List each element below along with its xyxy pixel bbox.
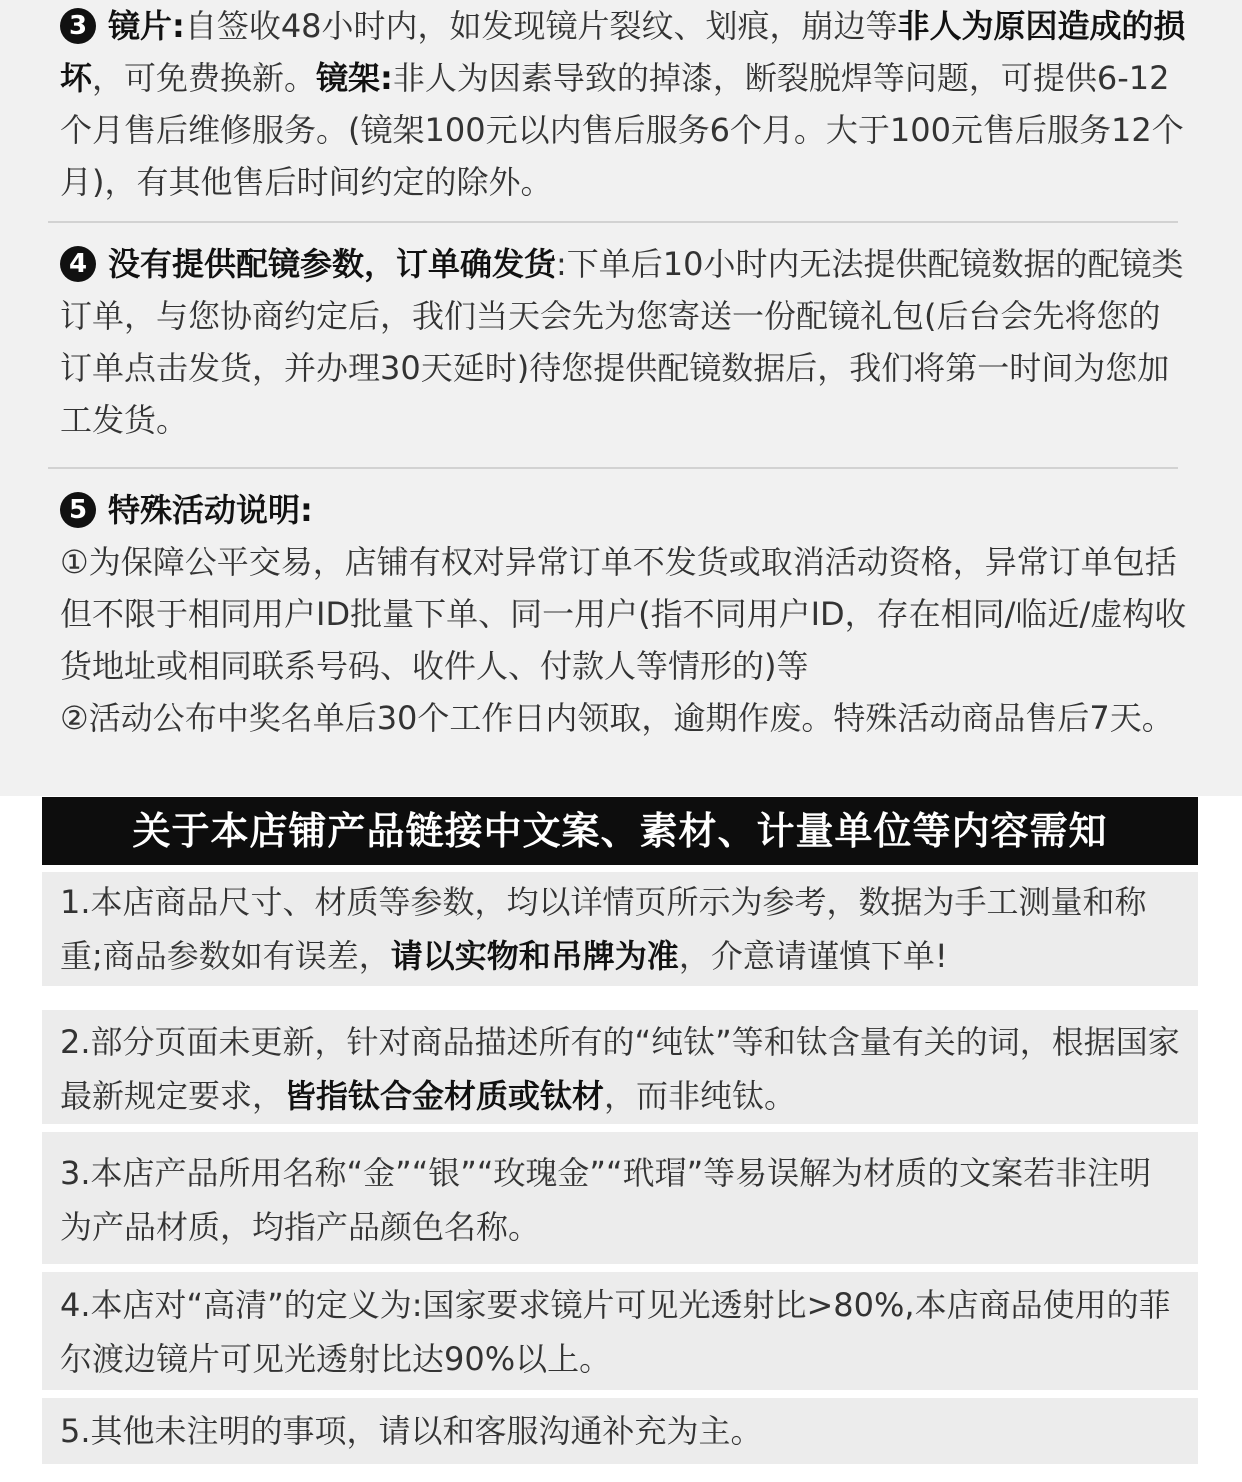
frame-label: 镜架: — [316, 59, 393, 97]
lens-label: 镜片: — [108, 7, 185, 45]
note-highlight: 皆指钛合金材质或钛材 — [284, 1077, 605, 1115]
special-event-rule-1: ①为保障公平交易，店铺有权对异常订单不发货或取消活动资格，异常订单包括但不限于相同用户ID批量下单、同一用户(指不同用户ID，存在相同/临近/虚构收货地址或相同联系号码、收件人、付款人等情形的)等 — [60, 543, 1187, 685]
section-no-prescription — [60, 238, 1190, 446]
lens-text: 自签收48小时内，如发现镜片裂纹、划痕，崩边等 — [184, 7, 898, 45]
section-lens-frame-warranty — [60, 0, 1190, 208]
note-item-1: 1.本店商品尺寸、材质等参数，均以详情页所示为参考，数据为手工测量和称重;商品参数如有误差，请以实物和吊牌为准，介意请谨慎下单! — [42, 872, 1198, 986]
note-item-2: 2.部分页面未更新，针对商品描述所有的“纯钛”等和钛含量有关的词，根据国家最新规定要求，皆指钛合金材质或钛材，而非纯钛。 — [42, 1010, 1198, 1124]
lens-text-end: ，可免费换新。 — [92, 59, 317, 97]
non-human-damage-highlight: 非人为原因造成的损坏 — [60, 7, 1186, 97]
section-number-badge: 4 — [60, 246, 96, 282]
section-number-badge: 3 — [60, 8, 96, 44]
notice-banner: 关于本店铺产品链接中文案、素材、计量单位等内容需知 — [42, 797, 1198, 865]
section-number-badge: 5 — [60, 492, 96, 528]
special-event-rule-2: ②活动公布中奖名单后30个工作日内领取，逾期作废。特殊活动商品售后7天。 — [60, 699, 1174, 737]
section-title: 没有提供配镜参数，订单确发货 — [108, 245, 557, 283]
section-special-events — [60, 484, 1190, 744]
divider — [48, 467, 1178, 469]
frame-text: 非人为因素导致的掉漆，断裂脱焊等问题，可提供6-12个月售后维修服务。(镜架100元以内售后服务6个月。大于100元售后服务12个月)，有其他售后时间约定的除外。 — [60, 59, 1184, 201]
note-item-3: 3.本店产品所用名称“金”“银”“玫瑰金”“玳瑁”等易误解为材质的文案若非注明为产品材质，均指产品颜色名称。 — [42, 1132, 1198, 1264]
section-title: 特殊活动说明: — [108, 491, 313, 529]
section-text: :下单后10小时内无法提供配镜数据的配镜类订单，与您协商约定后，我们当天会先为您寄送一份配镜礼包(后台会先将您的订单点击发货，并办理30天延时)待您提供配镜数据后，我们将第一时间为您加工发货。 — [60, 245, 1184, 439]
divider — [48, 221, 1178, 223]
note-item-5: 5.其他未注明的事项，请以和客服沟通补充为主。 — [42, 1398, 1198, 1464]
note-highlight: 请以实物和吊牌为准 — [390, 937, 679, 975]
note-item-4: 4.本店对“高清”的定义为:国家要求镜片可见光透射比>80%,本店商品使用的菲尔渡边镜片可见光透射比达90%以上。 — [42, 1272, 1198, 1390]
